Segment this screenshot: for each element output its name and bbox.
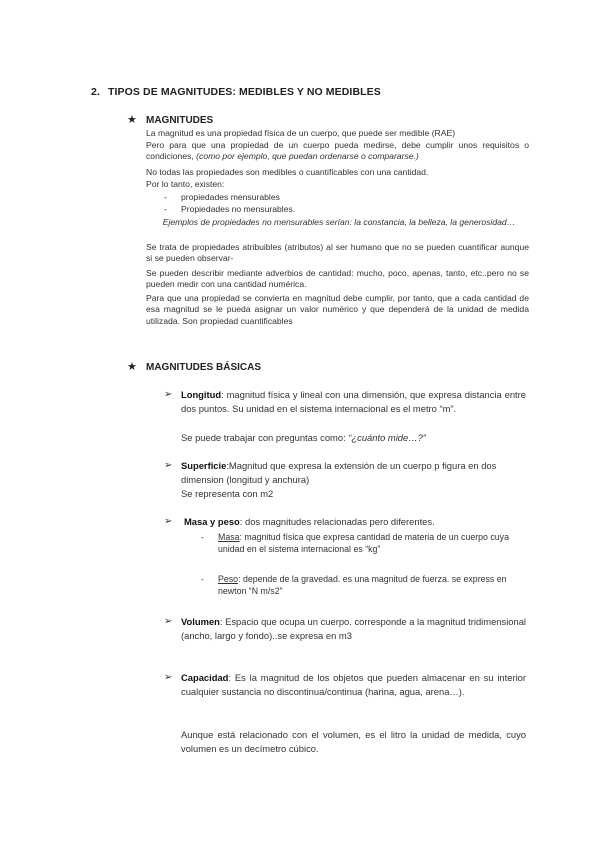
dash-bullet-icon: - bbox=[164, 204, 167, 214]
capacidad-item bbox=[181, 671, 526, 700]
masa-text: : magnitud física que expresa cantidad de materia de un cuerpo cuya unidad en el sistema internacional es “kg” bbox=[218, 532, 509, 555]
section1-line3: No todas las propiedades son medibles o cuantificables con una cantidad. bbox=[146, 167, 429, 177]
dash-bullet-icon: - bbox=[201, 574, 204, 584]
section-heading bbox=[91, 86, 381, 98]
capacidad-text: : Es la magnitud de los objetos que pueden almacenar en su interior cualquier sustancia no discontinua/continua (harina, agua, arena…). bbox=[181, 672, 526, 698]
list-item: Propiedades no mensurables. bbox=[181, 204, 296, 214]
superficie-extra: Se representa con m2 bbox=[181, 488, 274, 499]
section1-para6: Se pueden describir mediante adverbios de cantidad: mucho, poco, apenas, tanto, etc..pero no se pueden medir con una cantidad numérica. bbox=[146, 268, 529, 290]
masa-subitem bbox=[218, 531, 528, 556]
longitud-term: Longitud bbox=[181, 389, 222, 400]
arrow-bullet-icon: ➢ bbox=[164, 389, 173, 400]
masa-peso-text: : dos magnitudes relacionadas pero diferentes. bbox=[239, 516, 435, 527]
longitud-extra-plain: Se puede trabajar con preguntas como: bbox=[181, 432, 349, 443]
superficie-item bbox=[181, 459, 526, 488]
longitud-extra-italic: “¿cuánto mide…?” bbox=[348, 432, 426, 443]
arrow-bullet-icon: ➢ bbox=[164, 672, 173, 683]
peso-term: Peso bbox=[218, 574, 239, 584]
volumen-text: : Espacio que ocupa un cuerpo. corresponde a la magnitud tridimensional (ancho, largo y fondo)..se expresa en m3 bbox=[181, 616, 526, 642]
superficie-text: :Magnitud que expresa la extensión de un cuerpo p figura en dos dimension (longitud y anchura) bbox=[181, 460, 497, 486]
arrow-bullet-icon: ➢ bbox=[164, 616, 173, 627]
section1-para2-italic: (como por ejemplo, que puedan ordenarse o compararse.) bbox=[196, 151, 419, 162]
section1-line4: Por lo tanto, existen: bbox=[146, 179, 225, 189]
dash-bullet-icon: - bbox=[201, 532, 204, 542]
star-bullet-icon: ★ bbox=[127, 114, 137, 126]
volumen-term: Volumen bbox=[181, 616, 220, 627]
peso-text: : depende de la gravedad. es una magnitud de fuerza. se express en newton “N m/s2” bbox=[218, 574, 507, 597]
section1-para2-plain: Pero para que una propiedad de un cuerpo pueda medirse, debe cumplir unos requisitos o condiciones, bbox=[146, 140, 529, 162]
longitud-text: : magnitud física y lineal con una dimensión, que expresa distancia entre dos puntos. Su unidad en el sistema internacional es el metro “m”. bbox=[181, 389, 526, 415]
section1-examples: Ejemplos de propiedades no mensurables serían: la constancia, la belleza, la generosidad… bbox=[162, 217, 516, 227]
section2-title: MAGNITUDES BÁSICAS bbox=[146, 362, 262, 373]
longitud-extra bbox=[181, 431, 526, 445]
superficie-term: Superficie bbox=[181, 460, 227, 471]
capacidad-extra: Aunque está relacionado con el volumen, es el litro la unidad de medida, cuyo volumen es un decímetro cúbico. bbox=[181, 729, 526, 755]
list-item: propiedades mensurables bbox=[181, 192, 280, 202]
section1-title: MAGNITUDES bbox=[146, 115, 214, 126]
masa-peso-term: Masa y peso bbox=[184, 516, 240, 527]
longitud-item bbox=[181, 388, 526, 417]
peso-subitem bbox=[218, 573, 528, 598]
masa-term: Masa bbox=[218, 532, 240, 542]
arrow-bullet-icon: ➢ bbox=[164, 460, 173, 471]
section1-para2 bbox=[146, 140, 529, 163]
dash-bullet-icon: - bbox=[164, 192, 167, 202]
volumen-item bbox=[181, 615, 526, 644]
arrow-bullet-icon: ➢ bbox=[164, 516, 173, 527]
capacidad-term: Capacidad bbox=[181, 672, 229, 683]
masa-peso-item bbox=[184, 515, 529, 529]
section1-line1: La magnitud es una propiedad física de un cuerpo, que puede ser medible (RAE) bbox=[146, 128, 456, 138]
heading-number: 2. bbox=[91, 86, 100, 98]
section1-para7: Para que una propiedad se convierta en magnitud debe cumplir, por tanto, que a cada cantidad de esa magnitud se le pueda asignar un valor numérico y que dependerá de la unidad de medida utilizada. Son propiedad cuantificables bbox=[146, 293, 529, 326]
star-bullet-icon: ★ bbox=[127, 361, 137, 373]
heading-text: TIPOS DE MAGNITUDES: MEDIBLES Y NO MEDIBLES bbox=[108, 86, 381, 98]
section1-para5: Se trata de propiedades atribuibles (atributos) al ser humano que no se pueden cuantificar aunque si se pueden observar- bbox=[146, 242, 529, 264]
